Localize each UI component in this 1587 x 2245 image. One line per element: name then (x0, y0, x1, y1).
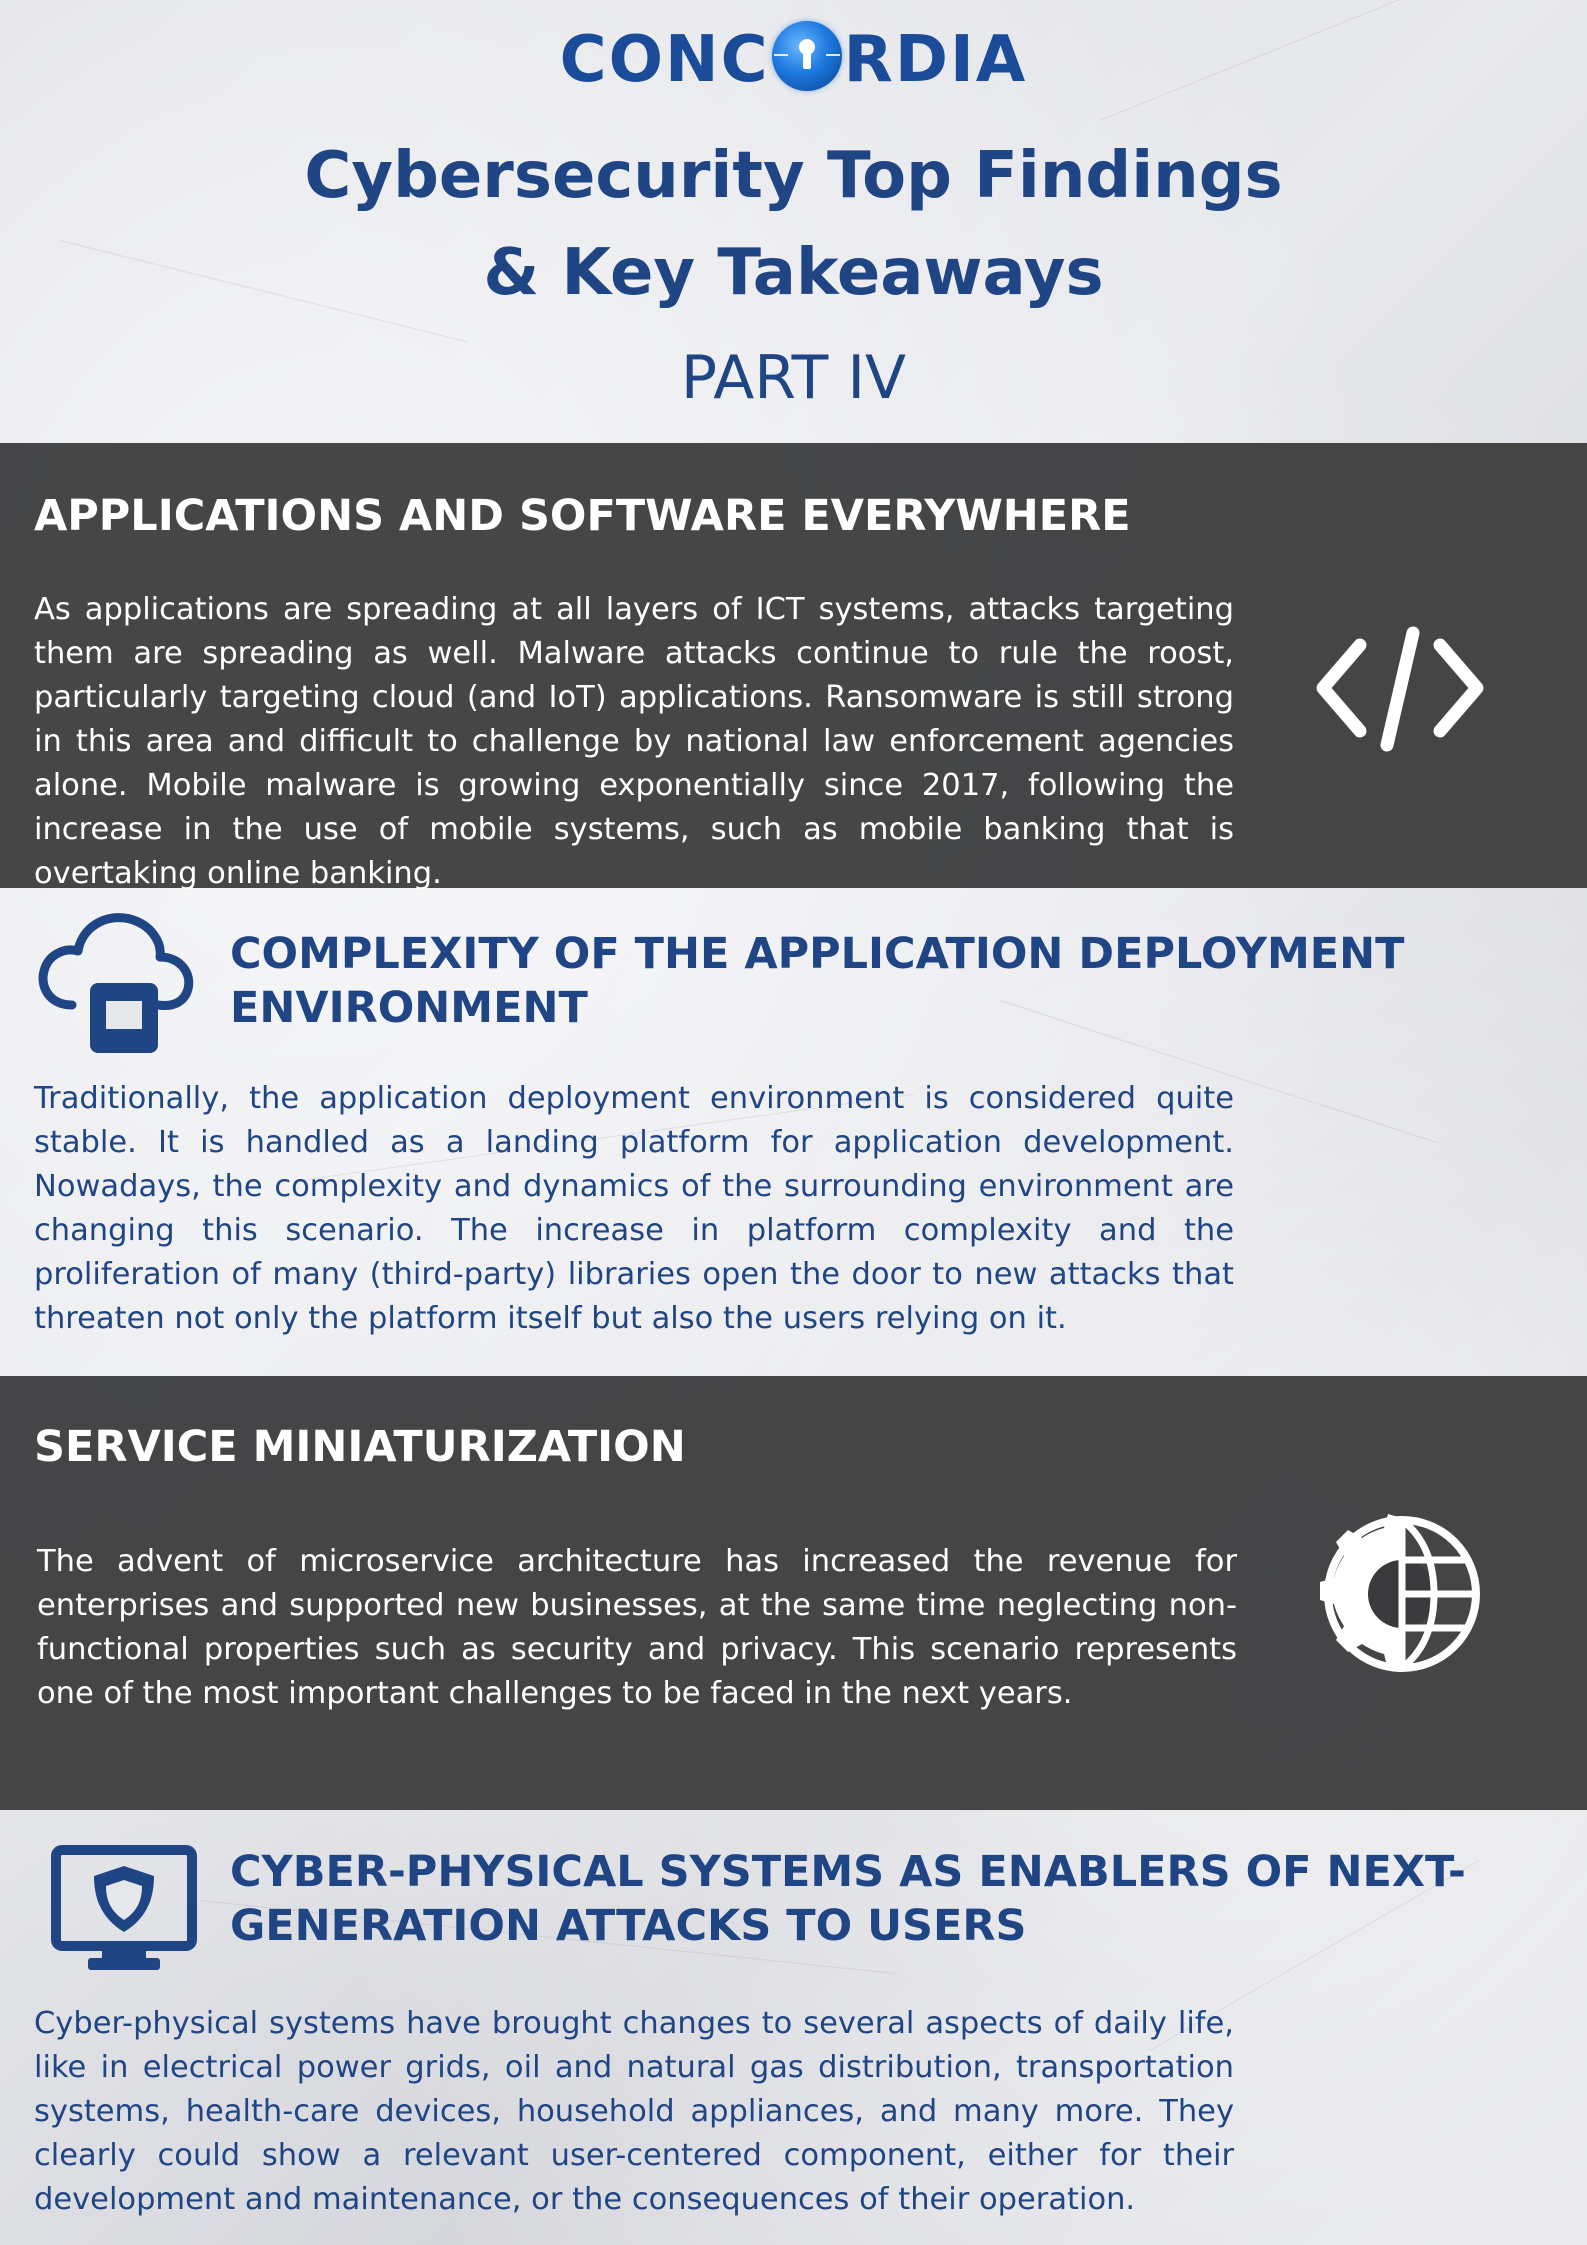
section-heading (230, 1845, 1466, 1953)
keyhole-orb-icon (772, 21, 842, 91)
section-body: As applications are spreading at all layers of ICT systems, attacks targeting them are spreading as well. Malware attacks continue to rule the roost, particularly targeting cloud (and IoT) applications. Ransomware is still strong in this area and difficult to challenge by national law enforcement agencies alone. Mobile malware is growing exponentially since 2017, following the increase in the use of mobile systems, such as mobile banking that is overtaking online banking. (34, 592, 1234, 891)
section-heading (230, 927, 1404, 1035)
gear-globe-icon (1318, 1510, 1486, 1678)
heading-line-2: ENVIRONMENT (230, 983, 588, 1033)
section-heading: APPLICATIONS AND SOFTWARE EVERYWHERE (34, 491, 1131, 541)
section-body: The advent of microservice architecture has increased the revenue for enterprises and supported new businesses, at the same time neglecting non-functional properties such as security and privacy. This scenario represents one of the most important challenges to be faced in the next years. (37, 1544, 1237, 1711)
section-body: Traditionally, the application deployment environment is considered quite stable. It is handled as a landing platform for application development. Nowadays, the complexity and dynamics of the surrounding environment are changing this scenario. The increase in platform complexity and the proliferation of many (third-party) libraries open the door to new attacks that threaten not only the platform itself but also the users relying on it. (34, 1081, 1234, 1336)
page-title (0, 128, 1587, 322)
section-applications (0, 443, 1587, 891)
logo-text-right: RDIA (843, 23, 1028, 97)
section-heading: SERVICE MINIATURIZATION (34, 1422, 686, 1472)
heading-line-2: GENERATION ATTACKS TO USERS (230, 1901, 1027, 1951)
logo-text-left: CONC (559, 23, 770, 97)
part-label: PART IV (680, 343, 907, 413)
cloud-server-icon (34, 905, 196, 1057)
section-service-miniaturization (0, 1376, 1587, 1810)
heading-line-1: CYBER-PHYSICAL SYSTEMS AS ENABLERS OF NEXT- (230, 1847, 1466, 1897)
shield-monitor-icon (50, 1844, 198, 1974)
code-brackets-icon (1315, 623, 1485, 753)
heading-line-1: COMPLEXITY OF THE APPLICATION DEPLOYMENT (230, 929, 1405, 979)
section-body: Cyber-physical systems have brought changes to several aspects of daily life, like in electrical power grids, oil and natural gas distribution, transportation systems, health-care devices, household appliances, and many more. They clearly could show a relevant user-centered component, either for their development and maintenance, or the consequences of their operation. (34, 2006, 1234, 2217)
title-line-2: & Key Takeaways (483, 236, 1104, 310)
concordia-logo (0, 18, 1587, 102)
title-line-1: Cybersecurity Top Findings (304, 139, 1283, 213)
